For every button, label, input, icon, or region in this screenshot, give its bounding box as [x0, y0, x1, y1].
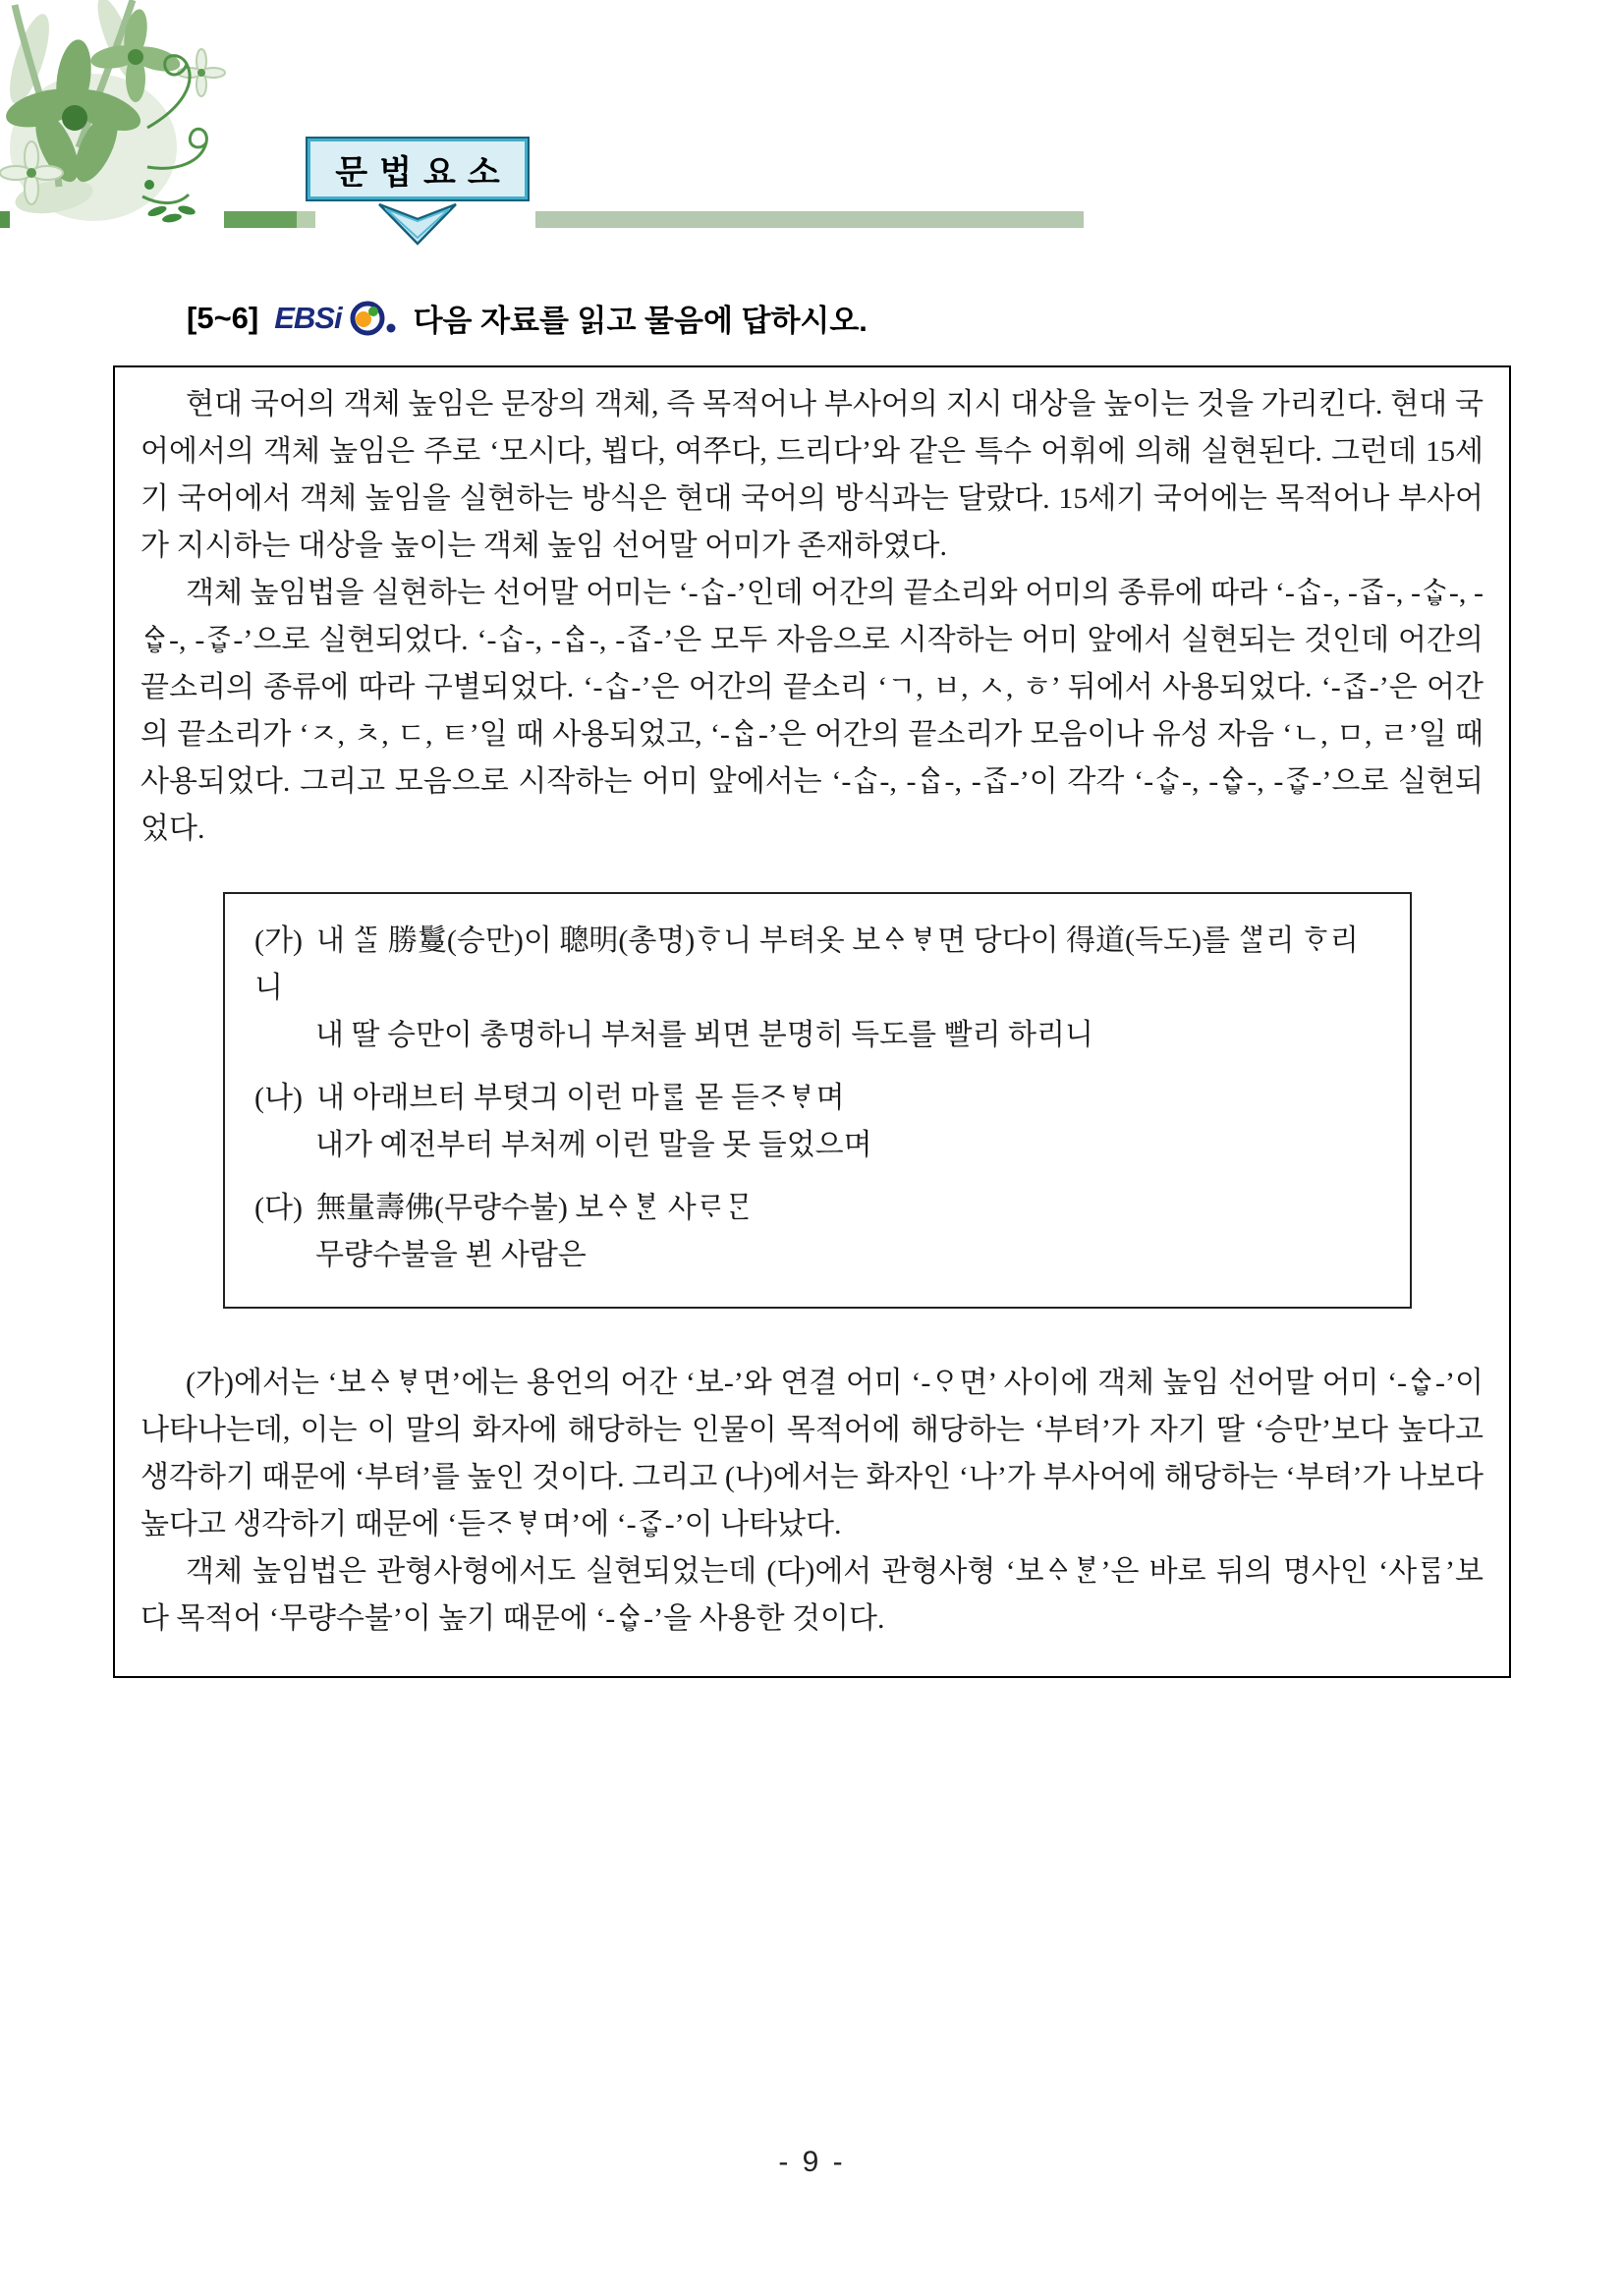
example-label: (다)	[254, 1192, 303, 1224]
example-translation: 내가 예전부터 부처께 이런 말을 못 들었으며	[315, 1129, 872, 1161]
decorative-bar-light	[297, 211, 315, 228]
passage-paragraph-2: 객체 높임법을 실현하는 선어말 어미는 ‘-ᄉᆞᆸ-’인데 어간의 끝소리와 어미의 종류에 따라 ‘-ᄉᆞᆸ-, -ᄌᆞᆸ-, -ᄉᆞᇦ-, -ᅀᆞᇦ-, -ᄌᆞᇦ-’으로 실현되었다. ‘-ᄉᆞᆸ-, -ᅀᆞᆸ-, -ᄌᆞᆸ-’은 모두 자음으로 시작하는 어미 앞에서 실현되는 것인데 어간의 끝소리의 종류에 따라 구별되었다. ‘-ᄉᆞᆸ-’은 어간의 끝소리 ‘ㄱ, ㅂ, ㅅ, ㅎ’ 뒤에서 사용되었다. ‘-ᄌᆞᆸ-’은 어간의 끝소리가 ‘ㅈ, ㅊ, ㄷ, ㅌ’일 때 사용되었고, ‘-ᅀᆞᆸ-’은 어간의 끝소리가 모음이나 유성 자음 ‘ㄴ, ㅁ, ㄹ’일 때 사용되었다. 그리고 모음으로 시작하는 어미 앞에서는 ‘-ᄉᆞᆸ-, -ᅀᆞᆸ-, -ᄌᆞᆸ-’이 각각 ‘-ᄉᆞᇦ-, -ᅀᆞᇦ-, -ᄌᆞᇦ-’으로 실현되었다.	[140, 577, 1484, 845]
example-translation: 내 딸 승만이 총명하니 부처를 뵈면 분명히 득도를 빨리 하리니	[315, 1019, 1093, 1051]
explanation-paragraph-2: 객체 높임법은 관형사형에서도 실현되었는데 (다)에서 관형사형 ‘보ᅀᆞᄫᆞᆫ’은 바로 뒤의 명사인 ‘사ᄅᆞᆷ’보다 목적어 ‘무량수불’이 높기 때문에 ‘-ᅀᆞᇦ-’을 사용한 것이다.	[140, 1555, 1484, 1635]
example-na	[254, 1075, 1380, 1169]
example-label: (나)	[254, 1082, 303, 1114]
example-translation: 무량수불을 뵌 사람은	[315, 1239, 587, 1271]
passage-paragraph-1: 현대 국어의 객체 높임은 문장의 객체, 즉 목적어나 부사어의 지시 대상을 높이는 것을 가리킨다. 현대 국어에서의 객체 높임은 주로 ‘모시다, 뵙다, 여쭈다, 드리다’와 같은 특수 어휘에 의해 실현된다. 그런데 15세기 국어에서 객체 높임을 실현하는 방식은 현대 국어의 방식과는 달랐다. 15세기 국어에는 목적어나 부사어가 지시하는 대상을 높이는 객체 높임 선어말 어미가 존재하였다.	[140, 388, 1484, 562]
ebsi-logo	[274, 298, 397, 339]
example-original-text: 내 아래브터 부텻긔 이런 마ᄅᆞᆯ 몯 듣ᄌᆞᄫᆞ며	[315, 1082, 845, 1114]
section-title-box	[308, 139, 528, 199]
decorative-bar-sage	[535, 211, 1084, 228]
example-original-line	[254, 1075, 1380, 1122]
decorative-bar-edge	[0, 211, 10, 228]
passage-box	[113, 365, 1511, 1678]
flower-decoration	[0, 0, 265, 241]
example-da	[254, 1185, 1380, 1279]
example-original-text: 내 ᄯᆞᆯ 勝鬘(승만)이 聰明(총명)ᄒᆞ니 부텨옷 보ᅀᆞᄫᆞ면 당다이 得道(득도)를 ᄲᆞᆯ리 ᄒᆞ리니	[254, 924, 1359, 1004]
question-instruction: 다음 자료를 읽고 물음에 답하시오.	[413, 304, 868, 338]
example-original-line	[254, 1185, 1380, 1232]
decorative-bar-dark	[224, 211, 297, 228]
down-arrow-icon	[376, 201, 459, 247]
ebsi-logo-text: EBSi	[274, 300, 342, 335]
example-box	[223, 892, 1412, 1309]
question-range: [5~6]	[187, 300, 259, 335]
section-title: 문법요소	[335, 153, 512, 192]
page-number: - 9 -	[778, 2146, 846, 2178]
example-original-text: 無量壽佛(무량수불) 보ᅀᆞᄫᆞᆫ 사ᄅᆞᄆᆞᆫ	[315, 1192, 754, 1224]
example-label: (가)	[254, 924, 303, 957]
ebsi-logo-icon	[347, 298, 398, 339]
explanation-paragraph-1: (가)에서는 ‘보ᅀᆞᄫᆞ면’에는 용언의 어간 ‘보-’와 연결 어미 ‘-ᄋᆞ면’ 사이에 객체 높임 선어말 어미 ‘-ᅀᆞᇦ-’이 나타나는데, 이는 이 말의 화자에 해당하는 인물이 목적어에 해당하는 ‘부텨’가 자기 딸 ‘승만’보다 높다고 생각하기 때문에 ‘부텨’를 높인 것이다. 그리고 (나)에서는 화자인 ‘나’가 부사어에 해당하는 ‘부텨’가 나보다 높다고 생각하기 때문에 ‘듣ᄌᆞᄫᆞ며’에 ‘-ᄌᆞᇦ-’이 나타났다.	[140, 1367, 1484, 1540]
example-ga	[254, 918, 1380, 1059]
example-original-line	[254, 918, 1380, 1012]
question-intro	[187, 296, 868, 340]
